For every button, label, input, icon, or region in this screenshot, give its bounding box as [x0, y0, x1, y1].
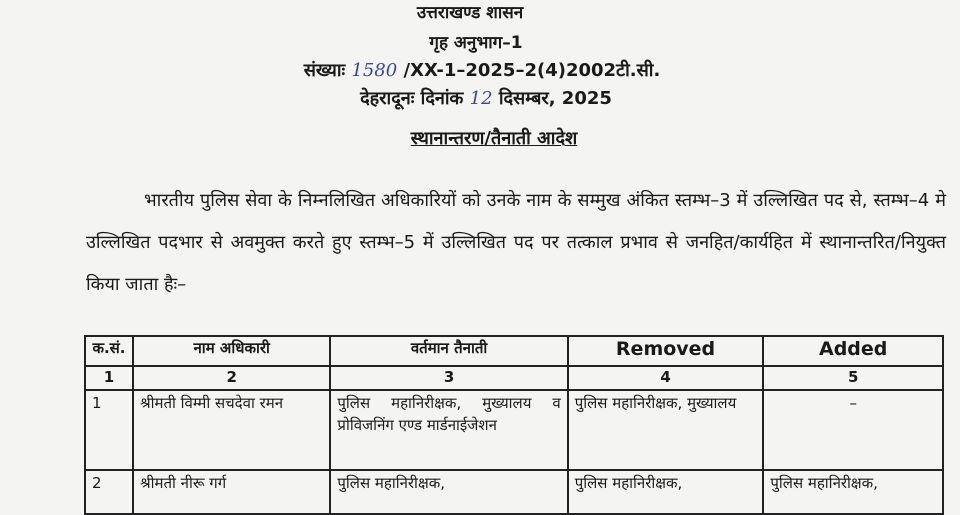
- header-name: नाम अधिकारी: [133, 336, 330, 366]
- date-prefix: देहरादूनः दिनांक: [360, 88, 464, 109]
- cell-sn: 1: [85, 390, 133, 470]
- date-rest: दिसम्बर, 2025: [498, 88, 612, 109]
- cell-sn: 2: [85, 470, 133, 514]
- table-row: [85, 470, 943, 514]
- header-added: Added: [763, 336, 943, 366]
- order-date: [6, 86, 960, 110]
- cell-name: श्रीमती विम्मी सचदेवा रमन: [133, 390, 330, 470]
- cell-added: पुलिस महानिरीक्षक,: [763, 470, 943, 514]
- order-number: [2, 58, 960, 82]
- order-title: स्थानान्तरण/तैनाती आदेश: [410, 128, 578, 149]
- table-row: [85, 390, 943, 470]
- col-number: 5: [763, 366, 943, 390]
- order-number-rest: /XX-1–2025–2(4)2002टी.सी.: [403, 60, 661, 81]
- cell-removed: पुलिस महानिरीक्षक,: [568, 470, 764, 514]
- govt-name: उत्तराखण्ड शासन: [416, 3, 524, 23]
- header-sn: क.सं.: [85, 336, 133, 366]
- col-number: 3: [330, 366, 567, 390]
- col-number: 4: [568, 366, 764, 390]
- cell-current: पुलिस महानिरीक्षक, मुख्यालय व प्रोविजनिंग एण्ड मार्डनाईजेशन: [330, 390, 567, 470]
- transfer-table: [84, 335, 944, 515]
- column-number-row: [85, 366, 943, 390]
- cell-name: श्रीमती नीरू गर्ग: [133, 470, 330, 514]
- body-text: भारतीय पुलिस सेवा के निम्नलिखित अधिकारियों को उनके नाम के सम्मुख अंकित स्तम्भ–3 में उल्लिखित पद से, स्तम्भ–4 मे उल्लिखित पदभार से अवमुक्त करते हुए स्तम्भ–5 में उल्लिखित पद पर तत्काल प्रभाव से जनहित/कार्यहित में स्थानान्तरित/नियुक्त किया जाता हैः–: [86, 190, 946, 295]
- department-name: गृह अनुभाग–1: [429, 33, 523, 53]
- header-current: वर्तमान तैनाती: [330, 336, 567, 366]
- handwritten-number: 1580: [351, 60, 398, 81]
- table-header-row: [85, 336, 943, 366]
- cell-added: –: [763, 390, 943, 470]
- handwritten-day: 12: [469, 88, 493, 109]
- cell-current: पुलिस महानिरीक्षक,: [330, 470, 567, 514]
- header-removed: Removed: [568, 336, 764, 366]
- order-number-label: संख्याः: [303, 60, 346, 81]
- col-number: 1: [85, 366, 133, 390]
- col-number: 2: [133, 366, 330, 390]
- body-paragraph: [86, 180, 946, 306]
- cell-removed: पुलिस महानिरीक्षक, मुख्यालय: [568, 390, 764, 470]
